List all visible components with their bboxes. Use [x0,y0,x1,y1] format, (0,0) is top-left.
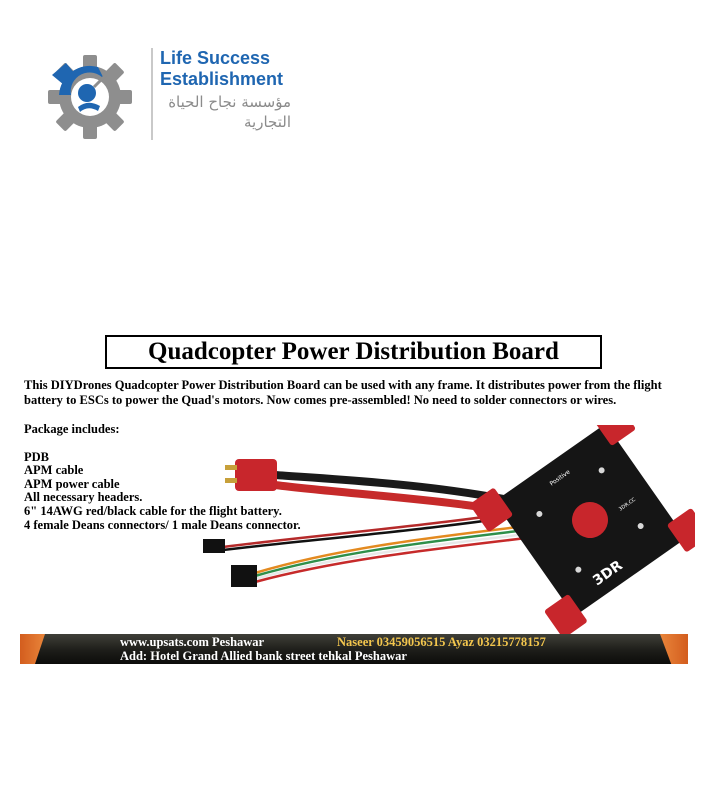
company-name-en-line1: Life Success [160,48,271,68]
pdb-board [469,425,695,637]
company-name-ar-line2: التجارية [244,113,291,131]
package-item: 6" 14AWG red/black cable for the flight battery. [24,503,282,518]
footer-phones: Naseer 03459056515 Ayaz 03215778157 [337,635,546,649]
package-heading: Package includes: [24,422,120,436]
package-item: 4 female Deans connectors/ 1 male Deans connector. [24,517,301,532]
board-brand: 3DR [590,557,626,590]
package-item: APM cable [24,463,84,478]
male-deans-connector [225,459,277,491]
company-name-en-line2: Establishment [160,69,284,89]
gear-icon [38,54,138,140]
page-title: Quadcopter Power Distribution Board [105,335,602,369]
apm-power-plug [231,565,257,587]
footer-banner [20,634,688,664]
company-logo [38,48,308,148]
package-item: All necessary headers. [24,490,143,505]
footer-website: www.upsats.com Peshawar [120,635,265,649]
product-description: This DIYDrones Quadcopter Power Distribution Board can be used with any frame. It distributes power from the flight battery to ESCs to power the Quad's motors. Now comes pre-assembled! No need to solder connectors or wires. [24,378,662,407]
company-name-ar-line1: مؤسسة نجاح الحياة [168,93,291,111]
logo-divider [151,48,153,140]
product-photo [195,425,695,637]
package-item: APM power cable [24,476,120,491]
board-site: 3DR.CC [618,496,637,513]
package-item: PDB [24,449,49,464]
company-name-ar [156,92,291,132]
apm-cable-plug [203,539,225,553]
board-label-positive: Positive [548,468,572,488]
company-name-en [160,48,283,90]
footer-address: Add: Hotel Grand Allied bank street tehkal Peshawar [120,649,407,663]
